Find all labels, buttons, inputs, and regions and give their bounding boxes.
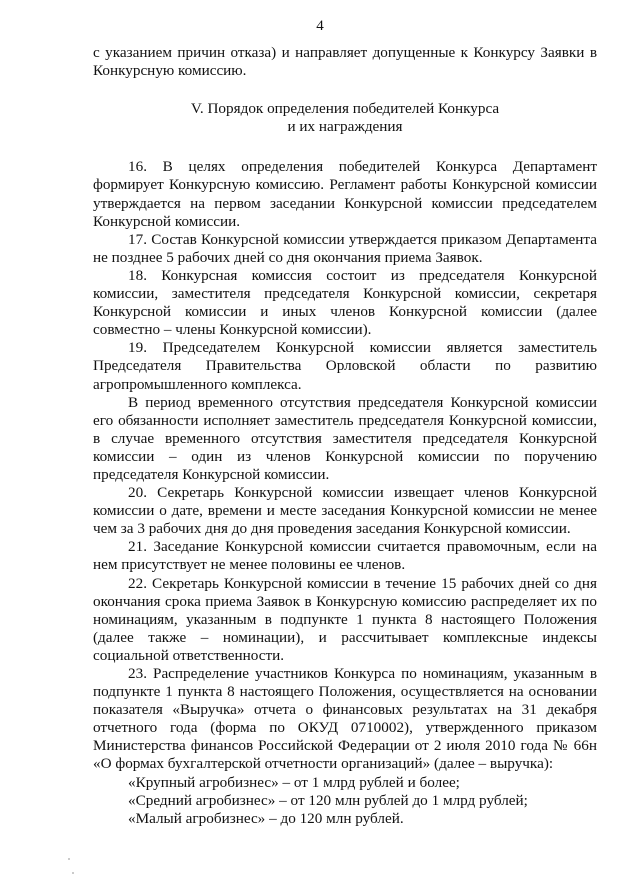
- paragraph-19: 19. Председателем Конкурсной комиссии является заместитель Председателя Правительства Орловской области по развитию агропромышленного комплекса.: [93, 339, 597, 393]
- lead-paragraph: с указанием причин отказа) и направляет допущенные к Конкурсу Заявки в Конкурсную комиссию.: [93, 44, 597, 80]
- list-item-medium-agribusiness: «Средний агробизнес» – от 120 млн рублей до 1 млрд рублей;: [128, 791, 528, 809]
- paragraph-20: 20. Секретарь Конкурсной комиссии извещает членов Конкурсной комиссии о дате, времени и месте заседания Конкурсной комиссии не менее чем за 3 рабочих дня до дня проведения заседания Конкурсной комиссии.: [93, 484, 597, 538]
- paragraph-16: 16. В целях определения победителей Конкурса Департамент формирует Конкурсную комиссию. Регламент работы Конкурсной комиссии утверждается на первом заседании Конкурсной комиссии председателем Конкурсной комиссии.: [93, 158, 597, 230]
- paragraph-21: 21. Заседание Конкурсной комиссии считается правомочным, если на нем присутствует не менее половины ее членов.: [93, 538, 597, 574]
- paragraph-19-continued: В период временного отсутствия председателя Конкурсной комиссии его обязанности исполняет заместитель председателя Конкурсной комиссии, в случае временного отсутствия заместителя председателя Конкурсной комиссии – один из членов Конкурсной комиссии по поручению председателя Конкурсной комиссии.: [93, 393, 597, 483]
- paragraph-23: 23. Распределение участников Конкурса по номинациям, указанным в подпункте 1 пункта 8 настоящего Положения, осуществляется на основании показателя «Выручка» отчета о финансовых результатах на 31 декабря отчетного года (форма по ОКУД 0710002), утвержденного приказом Министерства финансов Российской Федерации от 2 июля 2010 года № 66н «О формах бухгалтерской отчетности организаций» (далее – выручка):: [93, 665, 597, 773]
- section-heading-line-1: V. Порядок определения победителей Конкурса: [190, 100, 500, 118]
- scan-speck: [72, 872, 74, 874]
- section-heading-line-2: и их награждения: [287, 118, 403, 136]
- document-body: [93, 44, 597, 828]
- section-heading: [93, 100, 597, 136]
- scan-speck: [68, 858, 70, 860]
- list-item-small-agribusiness: «Малый агробизнес» – до 120 млн рублей.: [128, 809, 404, 827]
- paragraph-18: 18. Конкурсная комиссия состоит из председателя Конкурсной комиссии, заместителя председателя Конкурсной комиссии, секретаря Конкурсной комиссии и иных членов Конкурсной комиссии (далее совместно – члены Конкурсной комиссии).: [93, 266, 597, 339]
- page-number: 4: [316, 18, 324, 34]
- list-item-large-agribusiness: «Крупный агробизнес» – от 1 млрд рублей и более;: [128, 773, 460, 791]
- paragraph-22: 22. Секретарь Конкурсной комиссии в течение 15 рабочих дней со дня окончания срока приема Заявок в Конкурсную комиссию распределяет их по номинациям, указанным в подпункте 1 пункта 8 настоящего Положения (далее также – номинации), и рассчитывает комплексные индексы социальной ответственности.: [93, 574, 597, 664]
- paragraph-17: 17. Состав Конкурсной комиссии утверждается приказом Департамента не позднее 5 рабочих дней со дня окончания приема Заявок.: [93, 230, 597, 266]
